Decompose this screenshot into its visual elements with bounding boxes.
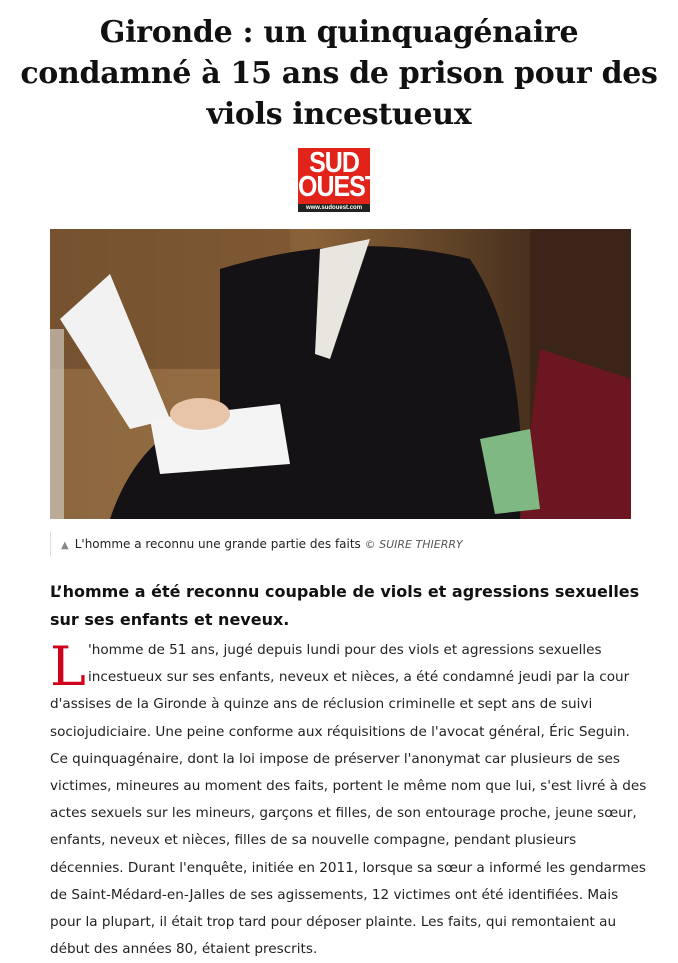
body-line: de Saint-Médard-en-Jalles de ses agissements, 12 victimes ont été identifiées. Mais — [50, 886, 619, 903]
logo-url: www.sudouest.com — [298, 204, 370, 212]
body-line: Ce quinquagénaire, dont la loi impose de préserver l'anonymat car plusieurs de ses — [50, 750, 620, 767]
body-line: début des années 80, étaient prescrits. — [50, 941, 318, 958]
body-line: d'assises de la Gironde à quinze ans de réclusion criminelle et sept ans de suivi — [50, 696, 593, 713]
body-line: 'homme de 51 ans, jugé depuis lundi pour des viols et agressions sexuelles — [88, 642, 602, 658]
body-line: décennies. Durant l'enquête, initiée en 2011, lorsque sa sœur a informé les gendarmes — [50, 859, 647, 876]
article-lead: L’homme a été reconnu coupable de viols et agressions sexuelles sur ses enfants et neveux. — [50, 582, 640, 629]
body-line: sociojudiciaire. Une peine conforme aux réquisitions de l'avocat général, Éric Seguin. — [50, 723, 630, 740]
drop-cap: L — [50, 635, 86, 698]
body-line: incestueux sur ses enfants, neveux et nièces, a été condamné jeudi par la cour — [88, 669, 630, 686]
sud-ouest-logo[interactable] — [298, 146, 380, 212]
article-title: Gironde : un quinquagénaire condamné à 15 ans de prison pour des viols incestueux — [20, 15, 658, 132]
article-body — [50, 637, 650, 963]
caption-text: L'homme a reconnu une grande partie des faits — [74, 537, 361, 551]
logo-line1: SUD — [309, 146, 359, 180]
body-line: actes sexuels sur les mineurs, garçons et filles, de son entourage proche, jeune sœur, — [50, 805, 637, 822]
caption-triangle-icon: ▲ — [61, 540, 69, 551]
photo-credit: © SUIRE THIERRY — [364, 538, 463, 551]
courtroom-lawyer-image — [50, 229, 631, 519]
body-line: victimes, mineures au moment des faits, portent le même nom que lui, s'est livré à des — [50, 778, 647, 795]
body-line: enfants, neveux et nièces, filles de sa nouvelle compagne, pendant plusieurs — [50, 832, 577, 849]
body-line: pour la plupart, il était trop tard pour déposer plainte. Les faits, qui remontaient au — [50, 914, 617, 931]
article-photo — [50, 229, 631, 519]
logo-line2: OUEST — [298, 170, 380, 204]
photo-caption — [50, 532, 463, 556]
